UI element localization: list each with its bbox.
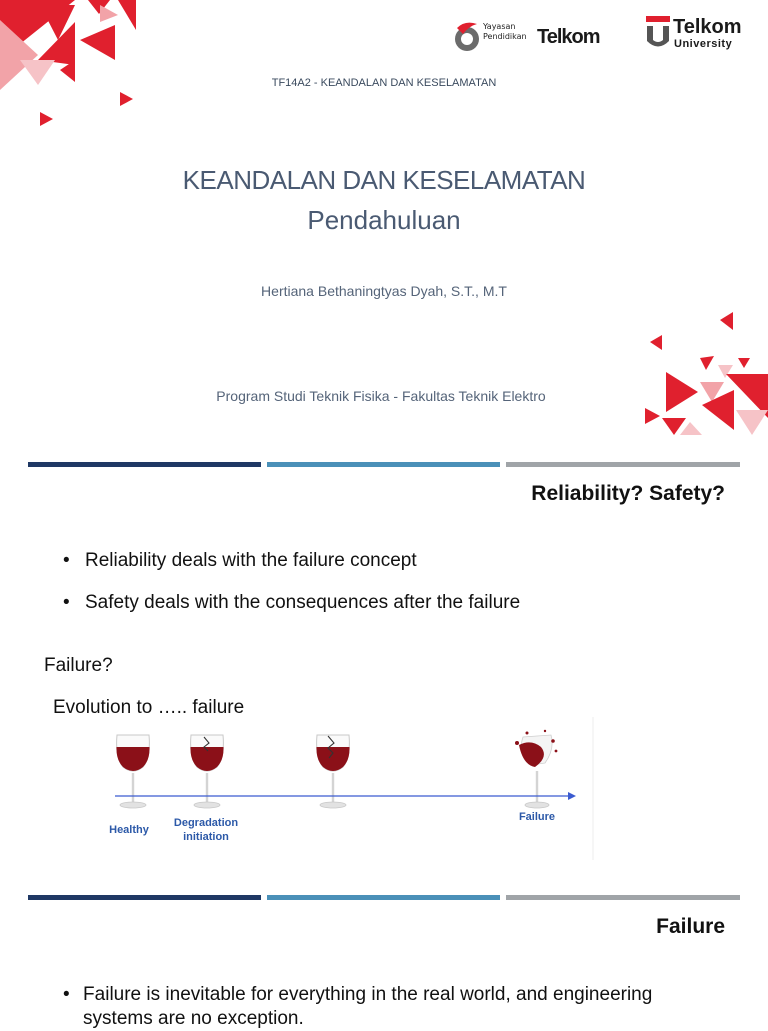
caption-degradation [170,816,242,844]
section-divider-teal [267,895,500,900]
section-divider-navy [28,895,261,900]
slide-subtitle: Pendahuluan [307,205,461,235]
study-program: Program Studi Teknik Fisika - Fakultas Teknik Elektro [216,388,546,404]
healthy-glass-icon [116,735,149,808]
failure-question: Failure? [44,655,113,676]
bullet-text: Reliability deals with the failure concept [85,550,417,571]
caption-degradation-line2: initiation [183,831,229,843]
bullet-item [63,549,723,573]
author-name: Hertiana Bethaningtyas Dyah, S.T., M.T [261,283,507,299]
course-code: TF14A2 - KEANDALAN DAN KESELAMATAN [271,77,497,89]
slide-heading-reliability-safety: Reliability? Safety? [531,482,725,505]
bullet-text: Failure is inevitable for everything in the real world, and engineering systems are no exception. [83,984,653,1029]
telkom-brand-text: Telkom [537,26,600,48]
pendidikan-label: Pendidikan [483,32,527,41]
evolution-text: Evolution to ….. failure [53,697,245,718]
caption-degradation-line1: Degradation [173,817,239,829]
yayasan-pendidikan-telkom-logo [453,18,613,58]
decorative-triangles-bottom-right [640,310,768,435]
section-divider-navy [28,462,261,467]
telkom-university-icon [645,16,671,52]
failure-evolution-illustration [100,717,594,860]
yayasan-label: Yayasan [483,22,516,31]
caption-healthy: Healthy [109,824,149,836]
bullet-item [63,591,723,615]
bullet-symbol: • [63,592,70,613]
section-divider-teal [267,462,500,467]
slide-heading-failure: Failure [656,915,725,938]
yayasan-logo-icon [453,20,481,54]
telkom-university-brand: Telkom [673,16,742,38]
bullet-symbol: • [63,984,70,1005]
bullet-text: Safety deals with the consequences after the failure [85,592,521,613]
degradation-glass-icon [190,735,223,808]
bullet-symbol: • [63,550,70,571]
slide-title: KEANDALAN DAN KESELAMATAN [182,165,586,195]
university-label: University [674,38,733,50]
caption-failure: Failure [518,811,556,823]
decorative-triangles-top-left [0,0,140,135]
progressing-crack-glass-icon [316,735,349,808]
section-divider-gray [506,895,740,900]
section-divider-gray [506,462,740,467]
telkom-university-logo [645,16,755,56]
